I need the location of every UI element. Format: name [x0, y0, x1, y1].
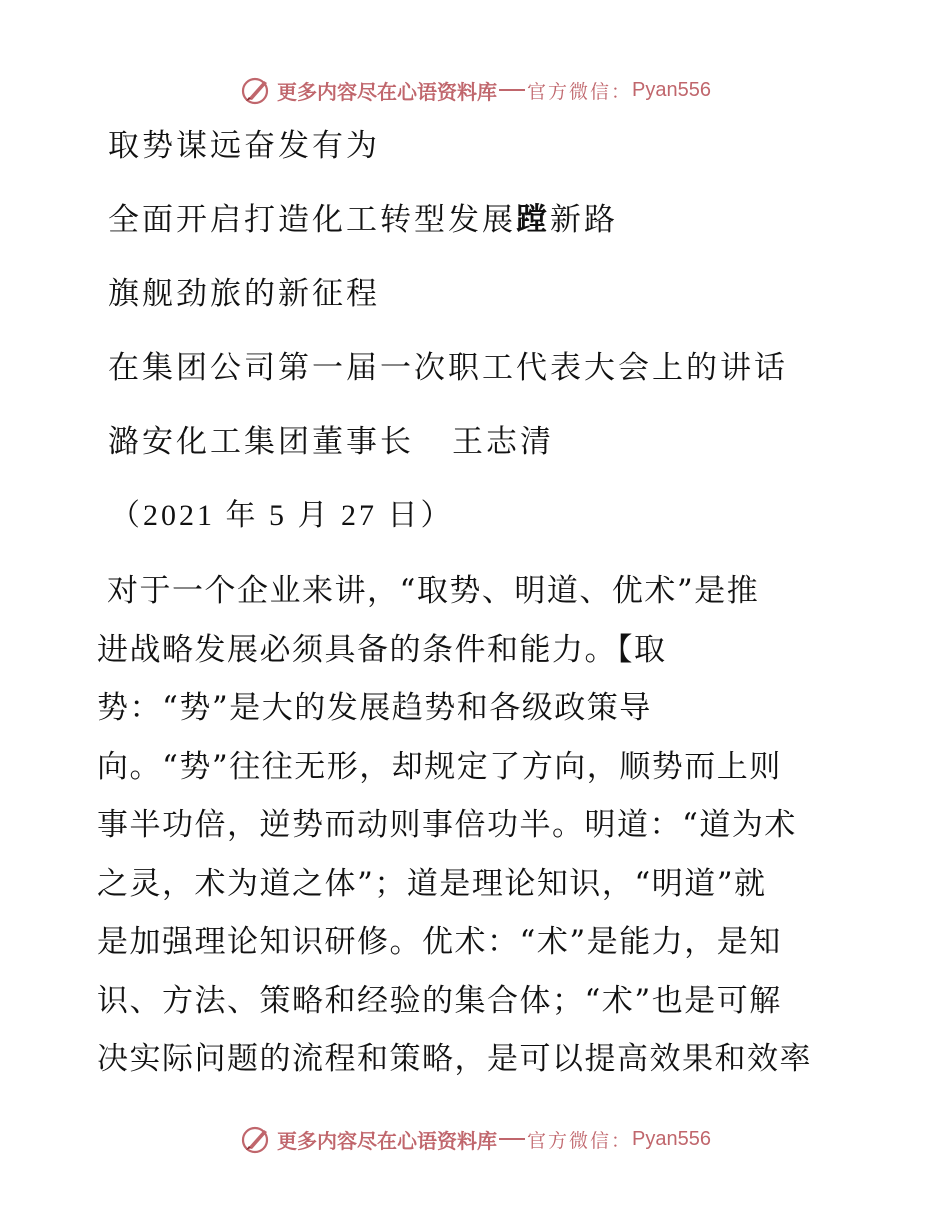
watermark-wechat-id: Pyan556 [632, 1127, 711, 1150]
watermark-banner-bottom [0, 1121, 950, 1157]
title-line-2-bold-char: 蹚 [516, 202, 550, 238]
body-line: 之灵，术为道之体”；道是理论知识，“明道”就 [97, 865, 767, 902]
quill-pen-circle-icon [239, 73, 273, 107]
speaker-org-title: 潞安化工集团董事长 [108, 424, 414, 460]
watermark-text: 更多内容尽在心语资料库 [277, 1128, 497, 1153]
title-line-3: 旗舰劲旅的新征程 [108, 276, 380, 312]
body-line: 进战略发展必须具备的条件和能力。【取 [97, 631, 667, 668]
body-line: 事半功倍，逆势而动则事倍功半。明道：“道为术 [97, 807, 797, 843]
body-line: 势：“势”是大的发展趋势和各级政策导 [97, 690, 652, 726]
title-line-1: 取势谋远奋发有为 [108, 128, 380, 164]
title-line-2-pre: 全面开启打造化工转型发展 [108, 202, 516, 238]
speech-date: （2021 年 5 月 27 日） [110, 499, 454, 532]
speaker-name: 王志清 [452, 424, 554, 460]
watermark-banner-top [0, 72, 950, 108]
title-line-2-post: 新路 [550, 202, 618, 238]
speech-occasion: 在集团公司第一届一次职工代表大会上的讲话 [108, 350, 788, 386]
body-line: 向。“势”往往无形，却规定了方向，顺势而上则 [97, 748, 782, 785]
title-line-2 [108, 200, 618, 240]
watermark-wechat-label: 官方微信： [527, 1129, 633, 1152]
watermark-wechat-id: Pyan556 [632, 78, 711, 101]
body-line: 是加强理论知识研修。优术：“术”是能力，是知 [97, 924, 782, 960]
speaker-line [108, 422, 554, 462]
watermark-dash [499, 89, 525, 91]
body-line: 对于一个企业来讲，“取势、明道、优术”是推 [107, 573, 760, 609]
quill-pen-circle-icon [239, 1122, 273, 1156]
watermark-text: 更多内容尽在心语资料库 [277, 79, 497, 104]
body-line: 识、方法、策略和经验的集合体；“术”也是可解 [97, 982, 782, 1019]
body-line: 决实际问题的流程和策略，是可以提高效果和效率 [97, 1041, 812, 1077]
watermark-wechat-label: 官方微信： [527, 80, 633, 103]
body-paragraph [97, 562, 857, 1089]
watermark-dash [499, 1138, 525, 1140]
